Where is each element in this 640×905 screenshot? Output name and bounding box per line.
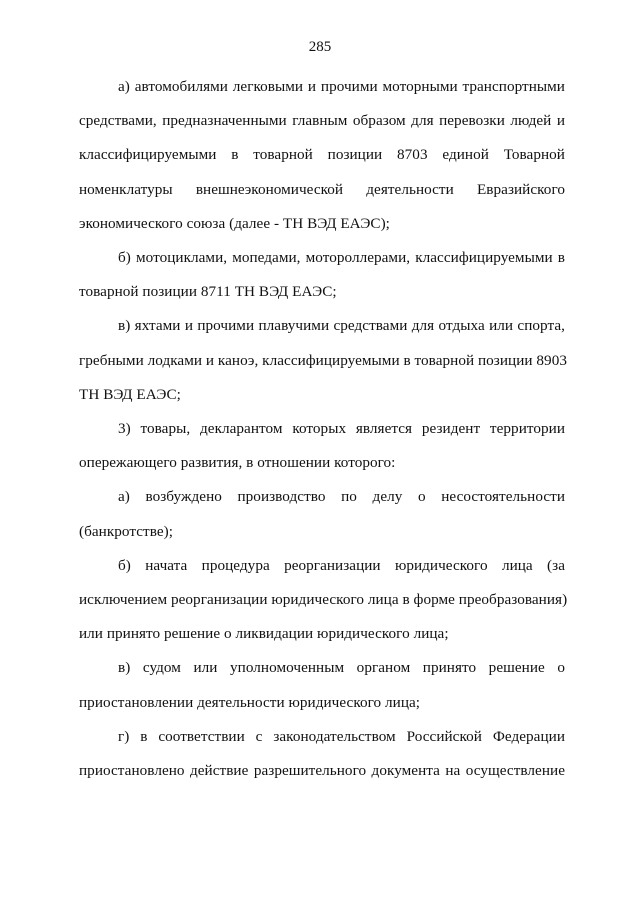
text-line: (банкротстве); xyxy=(79,522,174,540)
text-line: 3) товары, декларантом которых является резидент территории xyxy=(118,420,565,438)
text-line: г) в соответствии с законодательством Российской Федерации xyxy=(118,727,565,745)
text-line: или принято решение о ликвидации юридического лица; xyxy=(79,625,449,643)
text-line: а) автомобилями легковыми и прочими моторными транспортными xyxy=(118,78,565,95)
paragraph-v-yachts xyxy=(79,309,565,412)
document-body xyxy=(79,70,568,788)
text-line: исключением реорганизации юридического лица в форме преобразования) xyxy=(79,591,568,609)
text-line: экономического союза (далее - ТН ВЭД ЕАЭС); xyxy=(79,214,390,232)
paragraph-3-declarant xyxy=(79,412,565,480)
paragraph-g-permit xyxy=(79,720,565,788)
text-line: приостановлено действие разрешительного документа на осуществление xyxy=(79,762,565,780)
text-line: ТН ВЭД ЕАЭС; xyxy=(79,385,181,403)
text-line: номенклатуры внешнеэкономической деятельности Евразийского xyxy=(79,180,565,198)
text-line: б) мотоциклами, мопедами, мотороллерами, классифицируемыми в xyxy=(118,249,565,267)
text-line: товарной позиции 8711 ТН ВЭД ЕАЭС; xyxy=(79,283,337,301)
paragraph-a-bankruptcy xyxy=(79,480,565,548)
text-line: б) начата процедура реорганизации юридического лица (за xyxy=(118,556,565,574)
paragraph-b-motorcycles xyxy=(79,241,565,309)
text-line: гребными лодками и каноэ, классифицируемыми в товарной позиции 8903 xyxy=(79,351,567,369)
paragraph-b-reorganization xyxy=(79,549,568,652)
text-line: опережающего развития, в отношении которого: xyxy=(79,454,396,472)
text-line: приостановлении деятельности юридического лица; xyxy=(79,693,421,711)
paragraph-a-cars xyxy=(79,70,565,241)
paragraph-v-suspension xyxy=(79,651,565,719)
text-line: а) возбуждено производство по делу о несостоятельности xyxy=(118,488,565,506)
text-line: в) яхтами и прочими плавучими средствами для отдыха или спорта, xyxy=(118,317,565,335)
page-number: 285 xyxy=(308,39,332,55)
text-line: классифицируемыми в товарной позиции 8703 единой Товарной xyxy=(79,146,565,164)
text-line: средствами, предназначенными главным образом для перевозки людей и xyxy=(79,112,565,130)
text-line: в) судом или уполномоченным органом принято решение о xyxy=(118,659,565,677)
